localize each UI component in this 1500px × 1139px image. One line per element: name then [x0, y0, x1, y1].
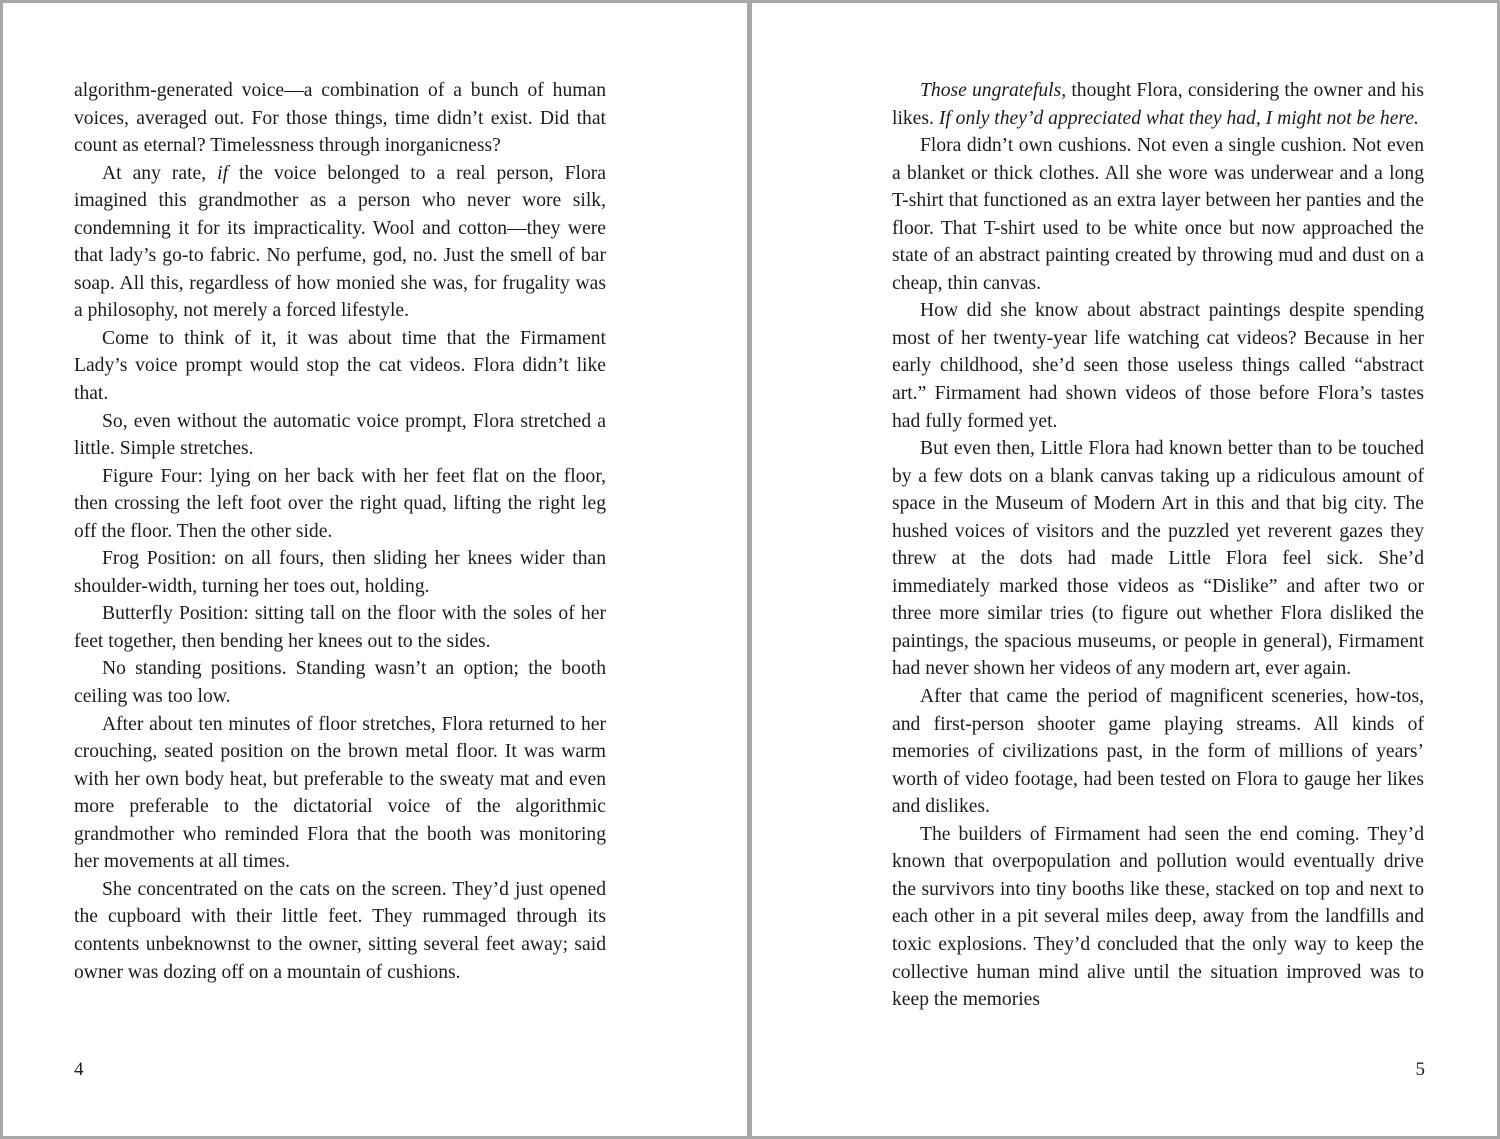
paragraph [892, 435, 1424, 683]
paragraph-text: After about ten minutes of floor stretches, Flora returned to her crouching, seated position on the brown metal floor. It was warm with her own body heat, but preferable to the sweaty mat and even more preferable to the dictatorial voice of the algorithmic grandmother who reminded Flora that the booth was monitoring her movements at all times. [74, 713, 606, 873]
paragraph-text: The builders of Firmament had seen the end coming. They’d known that overpopulation and pollution would eventually drive the survivors into tiny booths like these, stacked on top and next to each other in a pit several miles deep, away from the landfills and toxic explosions. They’d concluded that the only way to keep the collective human mind alive until the situation improved was to keep the memories [892, 823, 1424, 1011]
paragraph-text: No standing positions. Standing wasn’t an option; the booth ceiling was too low. [74, 658, 606, 708]
page-number-left: 4 [74, 1059, 84, 1080]
paragraph [74, 545, 606, 600]
paragraph [74, 325, 606, 408]
paragraph [74, 160, 606, 325]
paragraph [74, 876, 606, 986]
paragraph-text: At any rate, [102, 162, 218, 184]
italic-text: If only they’d appreciated what they had, I might not be here. [938, 107, 1419, 129]
right-page [752, 3, 1497, 1136]
paragraph [74, 408, 606, 463]
paragraph [892, 297, 1424, 435]
paragraph-text: algorithm-generated voice—a combination of a bunch of human voices, averaged out. For those things, time didn’t exist. Did that count as eternal? Timelessness through inorganicness? [74, 80, 606, 157]
paragraph-text: Figure Four: lying on her back with her feet flat on the floor, then crossing the left foot over the right quad, lifting the right leg off the floor. Then the other side. [74, 465, 606, 542]
paragraph [892, 77, 1424, 132]
paragraph-text: thought Flora, considering the owner and his likes. [892, 80, 1424, 129]
right-page-body [892, 77, 1424, 1014]
paragraph-text: Flora didn’t own cushions. Not even a single cushion. Not even a blanket or thick clothes. All she wore was underwear and a long T-shirt that functioned as an extra layer between her panties and the floor. That T-shirt used to be white once but now approached the state of an abstract painting created by throwing mud and dust on a cheap, thin canvas. [892, 135, 1424, 294]
paragraph-text: But even then, Little Flora had known better than to be touched by a few dots on a blank canvas taking up a ridiculous amount of space in the Museum of Modern Art in this and that big city. The hushed voices of visitors and the puzzled yet reverent gazes they threw at the dots had made Little Flora feel sick. She’d immediately marked those videos as “Dislike” and after two or three more similar tries (to figure out whether Flora disliked the paintings, the spacious museums, or people in general), Firmament had never shown her videos of any modern art, ever again. [892, 438, 1424, 680]
paragraph [74, 655, 606, 710]
left-page [3, 3, 747, 1136]
paragraph-text: Frog Position: on all fours, then sliding her knees wider than shoulder-width, turning her toes out, holding. [74, 548, 606, 597]
italic-text: if [217, 162, 229, 184]
paragraph [74, 600, 606, 655]
paragraph [892, 683, 1424, 821]
paragraph-text: So, even without the automatic voice prompt, Flora stretched a little. Simple stretches. [74, 410, 606, 460]
paragraph-text: She concentrated on the cats on the screen. They’d just opened the cupboard with their little feet. They rummaged through its contents unbeknownst to the owner, sitting several feet away; said owner was dozing off on a mountain of cushions. [74, 878, 606, 983]
paragraph-text: Come to think of it, it was about time that the Firmament Lady’s voice prompt would stop the cat videos. Flora didn’t like that. [74, 327, 606, 405]
paragraph [74, 77, 606, 160]
paragraph-text: Butterfly Position: sitting tall on the floor with the soles of her feet together, then bending her knees out to the sides. [74, 603, 606, 652]
paragraph-text: After that came the period of magnificent sceneries, how-tos, and first-person shooter game playing streams. All kinds of memories of civilizations past, in the form of millions of years’ worth of video footage, had been tested on Flora to gauge her likes and dislikes. [892, 686, 1424, 818]
paragraph-text: the voice belonged to a real person, Flora imagined this grandmother as a person who never wore silk, condemning it for its impracticality. Wool and cotton—they were that lady’s go-to fabric. No perfume, god, no. Just the smell of bar soap. All this, regardless of how monied she was, for frugality was a philosophy, not merely a forced lifestyle. [74, 162, 606, 322]
page-number-right: 5 [1415, 1059, 1425, 1080]
paragraph [74, 711, 606, 876]
paragraph [892, 132, 1424, 297]
italic-text: Those ungratefuls, [920, 80, 1067, 101]
paragraph [892, 821, 1424, 1014]
left-page-body [74, 77, 606, 986]
paragraph [74, 463, 606, 546]
paragraph-text: How did she know about abstract paintings despite spending most of her twenty-year life watching cat videos? Because in her early childhood, she’d seen those useless things called “abstract art.” Firmament had shown videos of those before Flora’s tastes had fully formed yet. [892, 300, 1424, 432]
